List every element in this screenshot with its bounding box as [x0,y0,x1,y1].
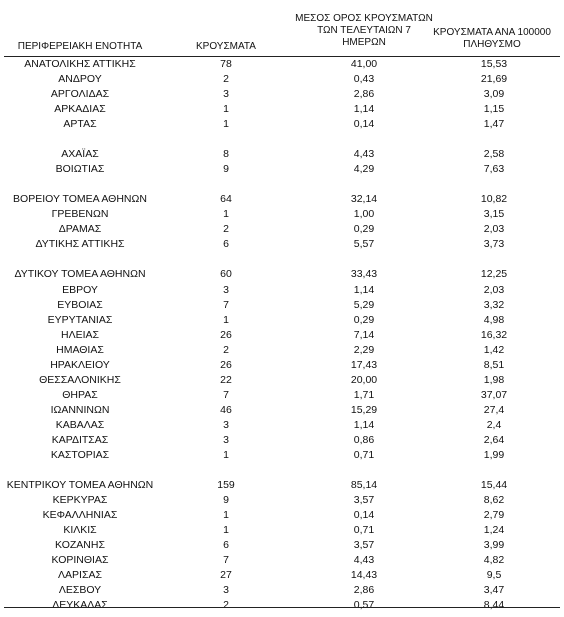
header-line: ΗΜΕΡΩΝ [342,37,386,48]
avg-7-days-cell: 17,43 [350,358,378,371]
bottom-divider [4,607,560,608]
avg-7-days-cell: 1,71 [353,388,375,401]
header-line: ΚΡΟΥΣΜΑΤΑ [196,41,256,52]
table-row [0,313,564,327]
header-region [4,41,156,53]
cases-cell: 78 [220,58,232,70]
per-100000-cell: 3,73 [483,238,505,251]
cases-cell: 3 [223,88,229,101]
per-100000-cell: 4,82 [483,554,505,567]
cases-cell: 2 [223,599,229,612]
per-100000-cell: 3,99 [483,539,505,552]
region-cell: ΚΟΡΙΝΘΙΑΣ [51,554,109,567]
cases-cell: 26 [220,358,232,371]
avg-7-days-cell: 2,86 [353,88,375,101]
avg-7-days-cell: 33,43 [350,268,378,281]
cases-cell: 9 [223,163,229,176]
avg-7-days-cell: 4,29 [353,163,375,176]
region-cell: ΚΕΝΤΡΙΚΟΥ ΤΟΜΕΑ ΑΘΗΝΩΝ [6,479,154,491]
cases-cell: 1 [223,208,229,221]
per-100000-cell: 27,4 [483,403,505,416]
avg-7-days-cell: 4,43 [353,554,375,567]
table-row [0,72,564,86]
avg-7-days-cell: 3,57 [353,494,375,506]
region-cell: ΗΛΕΙΑΣ [60,328,99,341]
cases-cell: 3 [223,584,229,597]
per-100000-cell: 1,98 [483,373,505,386]
region-cell: ΒΟΙΩΤΙΑΣ [55,163,105,176]
cases-cell: 1 [223,524,229,537]
table-row [0,373,564,387]
per-100000-cell: 3,09 [483,88,505,101]
avg-7-days-cell: 32,14 [350,193,378,206]
avg-7-days-cell: 0,71 [353,524,375,537]
avg-7-days-cell: 2,86 [353,584,375,597]
per-100000-cell: 1,24 [483,524,505,537]
avg-7-days-cell: 0,29 [353,313,375,326]
avg-7-days-cell: 4,43 [353,148,375,161]
region-cell: ΘΕΣΣΑΛΟΝΙΚΗΣ [39,373,121,386]
region-cell: ΚΙΛΚΙΣ [63,524,97,537]
cases-cell: 3 [223,283,229,296]
avg-7-days-cell: 15,29 [350,403,378,416]
table-row [0,508,564,522]
region-cell: ΔΡΑΜΑΣ [58,223,102,236]
per-100000-cell: 8,62 [483,494,505,506]
cases-cell: 60 [220,268,232,281]
avg-7-days-cell: 0,86 [353,433,375,446]
cases-cell: 7 [223,298,229,311]
per-100000-cell: 2,4 [486,418,502,431]
region-cell: ΛΕΣΒΟΥ [58,584,102,597]
region-cell: ΛΑΡΙΣΑΣ [58,569,102,582]
header-line: ΠΕΡΙΦΕΡΕΙΑΚΗ ΕΝΟΤΗΤΑ [17,41,143,52]
region-cell: ΔΥΤΙΚΟΥ ΤΟΜΕΑ ΑΘΗΝΩΝ [14,268,146,281]
table-row [0,538,564,552]
per-100000-cell: 37,07 [480,388,508,401]
region-cell: ΘΗΡΑΣ [62,388,98,401]
table-row [0,433,564,447]
region-cell: ΕΥΒΟΙΑΣ [57,298,103,311]
cases-cell: 1 [223,448,229,461]
per-100000-cell: 8,44 [483,599,505,612]
per-100000-cell: 12,25 [480,268,508,281]
region-cell: ΑΧΑΪΑΣ [61,148,99,161]
cases-cell: 1 [223,118,229,131]
cases-cell: 3 [223,433,229,446]
region-cell: ΚΕΡΚΥΡΑΣ [52,494,108,506]
table-row [0,568,564,582]
region-cell: ΑΝΑΤΟΛΙΚΗΣ ΑΤΤΙΚΗΣ [24,58,136,70]
table-row [0,147,564,161]
region-cell: ΗΜΑΘΙΑΣ [56,343,104,356]
cases-cell: 6 [223,238,229,251]
cases-cell: 8 [223,148,229,161]
avg-7-days-cell: 1,14 [353,283,375,296]
avg-7-days-cell: 5,29 [353,298,375,311]
per-100000-cell: 15,53 [480,58,508,70]
cases-cell: 2 [223,73,229,85]
region-cell: ΑΡΤΑΣ [63,118,97,131]
table-row [0,237,564,251]
table-row [0,102,564,116]
table-row [0,162,564,176]
avg-7-days-cell: 14,43 [350,569,378,582]
region-cell: ΚΑΣΤΟΡΙΑΣ [50,448,110,461]
region-cell: ΓΡΕΒΕΝΩΝ [51,208,109,221]
per-100000-cell: 1,47 [483,118,505,131]
avg-7-days-cell: 41,00 [350,58,378,70]
per-100000-cell: 1,42 [483,343,505,356]
avg-7-days-cell: 1,14 [353,103,375,116]
region-cell: ΑΡΓΟΛΙΔΑΣ [50,88,110,101]
region-cell: ΔΥΤΙΚΗΣ ΑΤΤΙΚΗΣ [35,238,125,251]
avg-7-days-cell: 0,43 [353,73,375,85]
per-100000-cell: 1,15 [483,103,505,116]
per-100000-cell: 3,47 [483,584,505,597]
header-line: ΠΛΗΘΥΣΜΟ [463,39,521,50]
cases-cell: 9 [223,494,229,506]
avg-7-days-cell: 0,57 [353,599,375,612]
table-row [0,478,564,492]
cases-cell: 6 [223,539,229,552]
table-row [0,343,564,357]
table-row [0,328,564,342]
header-line: ΚΡΟΥΣΜΑΤΑ ΑΝΑ 100000 [433,27,551,38]
table-row [0,493,564,507]
table-row [0,192,564,206]
region-cell: ΚΑΡΔΙΤΣΑΣ [51,433,109,446]
cases-cell: 2 [223,223,229,236]
region-cell: ΚΕΦΑΛΛΗΝΙΑΣ [42,509,118,521]
avg-7-days-cell: 1,00 [353,208,375,221]
region-cell: ΚΑΒΑΛΑΣ [55,418,105,431]
table-row [0,448,564,462]
avg-7-days-cell: 1,14 [353,418,375,431]
per-100000-cell: 4,98 [483,313,505,326]
table-row [0,267,564,281]
region-cell: ΚΟΖΑΝΗΣ [55,539,105,552]
per-100000-cell: 1,99 [483,448,505,461]
table-row [0,87,564,101]
table-row [0,553,564,567]
table-row [0,283,564,297]
table-row [0,523,564,537]
region-cell: ΒΟΡΕΙΟΥ ΤΟΜΕΑ ΑΘΗΝΩΝ [13,193,147,206]
region-cell: ΛΕΥΚΑΔΑΣ [52,599,108,612]
per-100000-cell: 7,63 [483,163,505,176]
cases-cell: 22 [220,373,232,386]
table-row [0,403,564,417]
avg-7-days-cell: 85,14 [350,479,378,491]
avg-7-days-cell: 3,57 [353,539,375,552]
per-100000-cell: 2,03 [483,223,505,236]
table-row [0,583,564,597]
per-100000-cell: 2,58 [483,148,505,161]
per-100000-cell: 2,79 [483,509,505,521]
per-100000-cell: 8,51 [483,358,505,371]
avg-7-days-cell: 7,14 [353,328,375,341]
avg-7-days-cell: 20,00 [350,373,378,386]
region-cell: ΑΝΔΡΟΥ [58,73,102,85]
cases-cell: 7 [223,388,229,401]
region-cell: ΕΥΡΥΤΑΝΙΑΣ [47,313,113,326]
cases-cell: 46 [220,403,232,416]
per-100000-cell: 9,5 [486,569,502,582]
table-row [0,418,564,432]
per-100000-cell: 3,32 [483,298,505,311]
region-cell: ΙΩΑΝΝΙΝΩΝ [50,403,110,416]
per-100000-cell: 3,15 [483,208,505,221]
region-cell: ΕΒΡΟΥ [62,283,98,296]
per-100000-cell: 16,32 [480,328,508,341]
table-row [0,598,564,612]
table-row [0,207,564,221]
avg-7-days-cell: 0,29 [353,223,375,236]
per-100000-cell: 15,44 [480,479,508,491]
header-line: ΤΩΝ ΤΕΛΕΥΤΑΙΩΝ 7 [317,25,411,36]
per-100000-cell: 2,03 [483,283,505,296]
header-cases-per-100000 [420,27,564,51]
table-row [0,298,564,312]
avg-7-days-cell: 5,57 [353,238,375,251]
cases-cell: 27 [220,569,232,582]
table-row [0,117,564,131]
per-100000-cell: 10,82 [480,193,508,206]
region-cell: ΗΡΑΚΛΕΙΟΥ [50,358,110,371]
per-100000-cell: 2,64 [483,433,505,446]
region-cell: ΑΡΚΑΔΙΑΣ [54,103,106,116]
cases-cell: 26 [220,328,232,341]
avg-7-days-cell: 0,14 [353,118,375,131]
table-row [0,388,564,402]
avg-7-days-cell: 2,29 [353,343,375,356]
cases-cell: 1 [223,103,229,116]
header-line: ΜΕΣΟΣ ΟΡΟΣ ΚΡΟΥΣΜΑΤΩΝ [295,13,433,24]
table-row [0,358,564,372]
cases-cell: 159 [217,479,235,491]
table-row [0,57,564,71]
table-row [0,222,564,236]
per-100000-cell: 21,69 [480,73,508,85]
cases-cell: 1 [223,509,229,521]
avg-7-days-cell: 0,14 [353,509,375,521]
cases-cell: 3 [223,418,229,431]
avg-7-days-cell: 0,71 [353,448,375,461]
cases-cell: 64 [220,193,232,206]
cases-cell: 1 [223,313,229,326]
cases-cell: 7 [223,554,229,567]
header-cases [178,41,274,53]
cases-cell: 2 [223,343,229,356]
